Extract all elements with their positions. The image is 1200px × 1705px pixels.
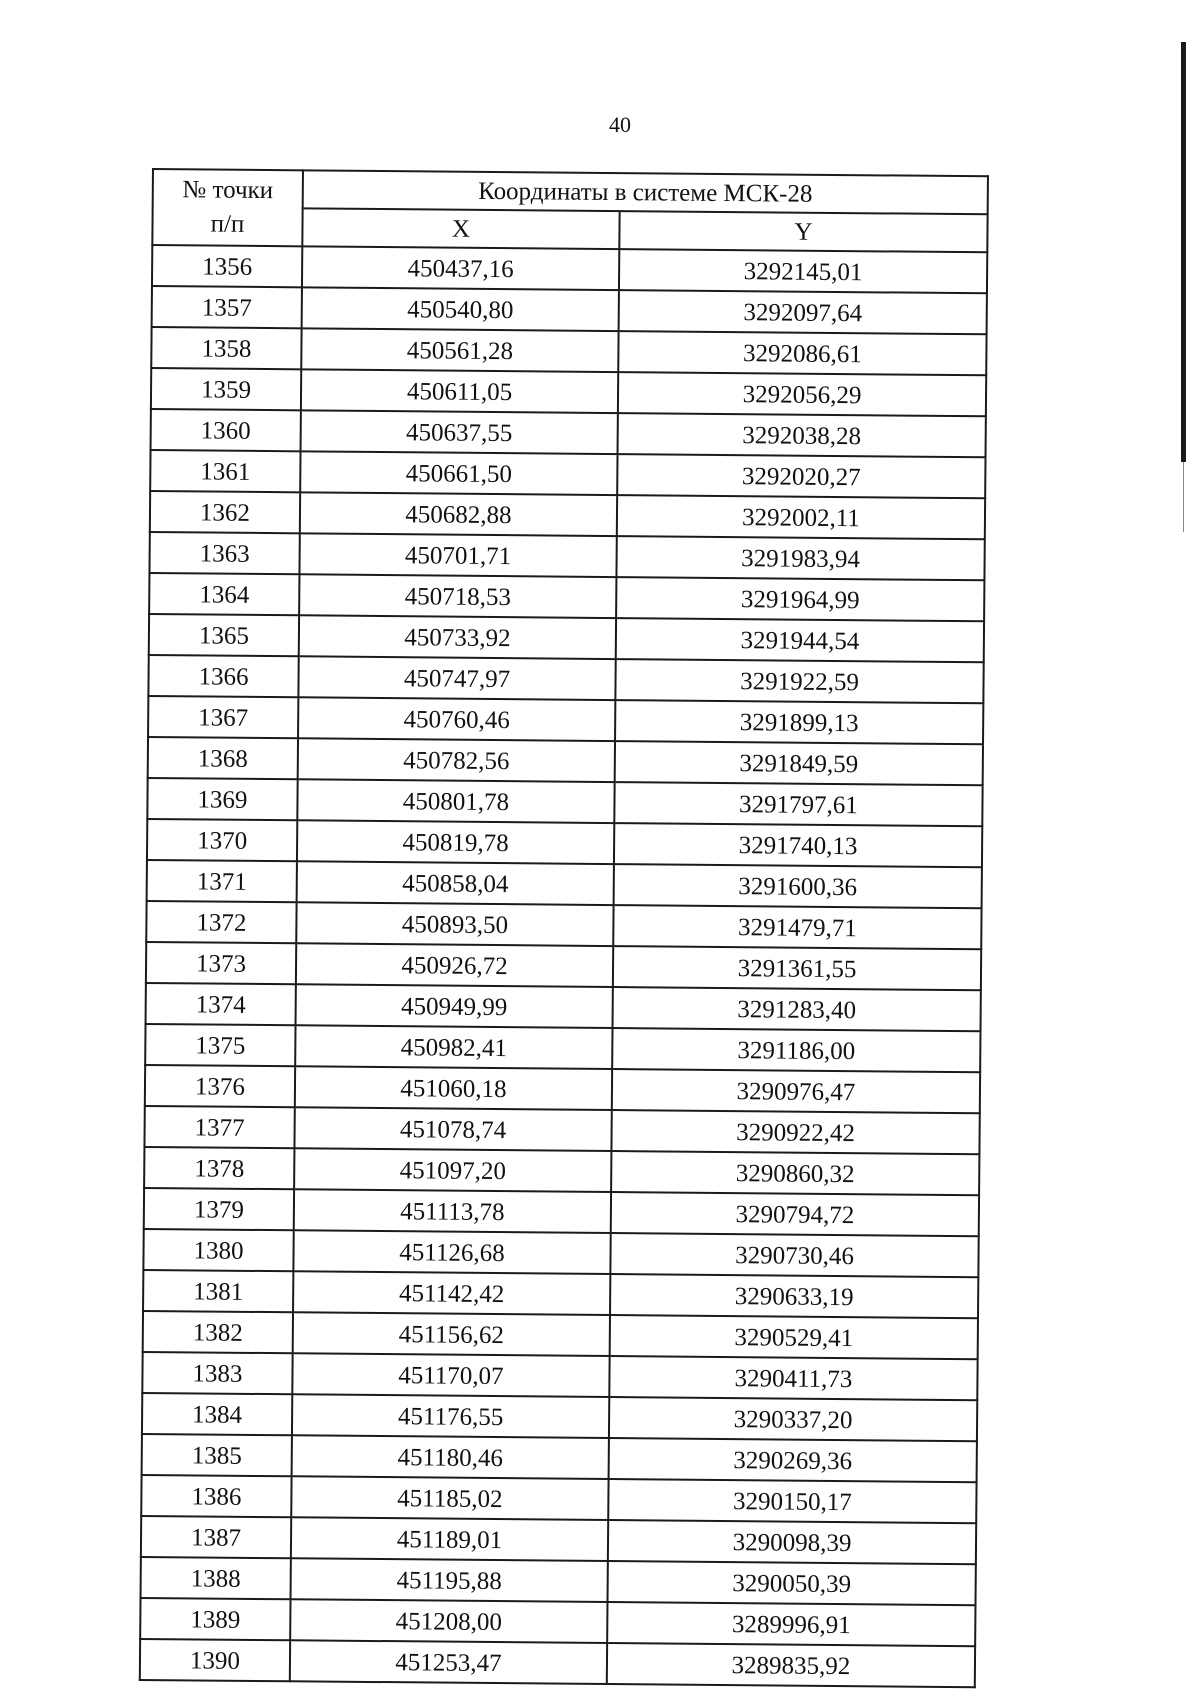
y-coordinate-cell: 3292038,28 <box>618 413 986 457</box>
point-number-cell: 1375 <box>145 1024 295 1066</box>
x-coordinate-cell: 450747,97 <box>298 656 615 700</box>
y-coordinate-cell: 3290730,46 <box>610 1233 978 1277</box>
y-coordinate-cell: 3290633,19 <box>610 1274 978 1318</box>
y-coordinate-cell: 3290976,47 <box>612 1069 980 1113</box>
table-row <box>147 778 982 826</box>
y-coordinate-cell: 3292145,01 <box>619 249 987 293</box>
table-row <box>141 1475 976 1523</box>
point-number-cell: 1369 <box>147 778 297 820</box>
scan-edge-mark <box>1181 42 1186 462</box>
y-coordinate-cell: 3292086,61 <box>618 331 986 375</box>
y-coordinate-cell: 3291479,71 <box>613 905 981 949</box>
table-row <box>143 1311 978 1359</box>
x-coordinate-cell: 450561,28 <box>301 328 618 372</box>
y-coordinate-cell: 3292097,64 <box>619 290 987 334</box>
table-row <box>143 1270 978 1318</box>
y-coordinate-cell: 3290411,73 <box>609 1356 977 1400</box>
table-row <box>149 614 984 662</box>
point-number-cell: 1377 <box>144 1106 294 1148</box>
y-coordinate-cell: 3291361,55 <box>613 946 981 990</box>
point-number-header <box>152 169 303 246</box>
table-row <box>149 532 984 580</box>
table-row <box>146 983 981 1031</box>
table-row <box>140 1598 975 1646</box>
point-number-cell: 1374 <box>146 983 296 1025</box>
y-coordinate-cell: 3290269,36 <box>609 1438 977 1482</box>
x-coordinate-cell: 450661,50 <box>300 451 617 495</box>
x-coordinate-cell: 450611,05 <box>301 369 618 413</box>
table-row <box>144 1106 979 1154</box>
y-coordinate-cell: 3289835,92 <box>607 1643 975 1687</box>
point-number-cell: 1387 <box>141 1516 291 1558</box>
point-number-cell: 1356 <box>152 245 302 287</box>
x-coordinate-cell: 450801,78 <box>297 779 614 823</box>
point-number-cell: 1367 <box>148 696 298 738</box>
point-number-cell: 1372 <box>146 901 296 943</box>
y-coordinate-cell: 3291797,61 <box>614 782 982 826</box>
table-row <box>149 573 984 621</box>
page-number: 40 <box>609 112 631 137</box>
point-number-header-line2: п/п <box>210 210 245 238</box>
point-number-cell: 1366 <box>148 655 298 697</box>
table-row <box>150 491 985 539</box>
x-coordinate-cell: 450858,04 <box>297 861 614 905</box>
point-number-header-line1: № точки <box>182 176 274 205</box>
x-coordinate-cell: 451253,47 <box>290 1640 607 1684</box>
y-coordinate-cell: 3292002,11 <box>617 495 985 539</box>
y-coordinate-cell: 3291740,13 <box>614 823 982 867</box>
table-row <box>147 860 982 908</box>
point-number-cell: 1371 <box>147 860 297 902</box>
point-number-cell: 1363 <box>149 532 299 574</box>
y-column-header: Y <box>619 211 987 252</box>
point-number-cell: 1359 <box>151 368 301 410</box>
y-coordinate-cell: 3289996,91 <box>607 1602 975 1646</box>
table-row <box>151 409 986 457</box>
table-row <box>145 1024 980 1072</box>
x-coordinate-cell: 450982,41 <box>295 1025 612 1069</box>
x-column-header: X <box>302 208 619 249</box>
point-number-cell: 1378 <box>144 1147 294 1189</box>
point-number-cell: 1383 <box>142 1352 292 1394</box>
y-coordinate-cell: 3291283,40 <box>613 987 981 1031</box>
y-coordinate-cell: 3290922,42 <box>611 1110 979 1154</box>
point-number-cell: 1360 <box>151 409 301 451</box>
point-number-cell: 1390 <box>140 1639 290 1681</box>
x-coordinate-cell: 451176,55 <box>292 1394 609 1438</box>
table-row <box>145 1065 980 1113</box>
table-row <box>142 1393 977 1441</box>
x-coordinate-cell: 450926,72 <box>296 943 613 987</box>
point-number-cell: 1381 <box>143 1270 293 1312</box>
table-row <box>146 901 981 949</box>
y-coordinate-cell: 3291964,99 <box>616 577 984 621</box>
table-row <box>148 696 983 744</box>
x-coordinate-cell: 450718,53 <box>299 574 616 618</box>
point-number-cell: 1358 <box>151 327 301 369</box>
y-coordinate-cell: 3290529,41 <box>610 1315 978 1359</box>
scan-edge-mark-faint <box>1183 462 1184 532</box>
y-coordinate-cell: 3292020,27 <box>617 454 985 498</box>
point-number-cell: 1364 <box>149 573 299 615</box>
x-coordinate-cell: 451170,07 <box>292 1353 609 1397</box>
y-coordinate-cell: 3290098,39 <box>608 1520 976 1564</box>
x-coordinate-cell: 451060,18 <box>295 1066 612 1110</box>
point-number-cell: 1362 <box>150 491 300 533</box>
x-coordinate-cell: 451208,00 <box>290 1599 607 1643</box>
x-coordinate-cell: 451113,78 <box>294 1189 611 1233</box>
y-coordinate-cell: 3290150,17 <box>608 1479 976 1523</box>
point-number-cell: 1357 <box>152 286 302 328</box>
point-number-cell: 1380 <box>143 1229 293 1271</box>
table-row <box>152 245 987 293</box>
y-coordinate-cell: 3291944,54 <box>616 618 984 662</box>
table-row <box>142 1434 977 1482</box>
x-coordinate-cell: 450782,56 <box>298 738 615 782</box>
table-row <box>142 1352 977 1400</box>
x-coordinate-cell: 450819,78 <box>297 820 614 864</box>
table-row <box>144 1188 979 1236</box>
table-row <box>146 942 981 990</box>
y-coordinate-cell: 3290860,32 <box>611 1151 979 1195</box>
table-row <box>152 286 987 334</box>
table-row <box>141 1516 976 1564</box>
x-coordinate-cell: 451180,46 <box>292 1435 609 1479</box>
point-number-cell: 1384 <box>142 1393 292 1435</box>
header-row-1 <box>153 169 988 214</box>
y-coordinate-cell: 3290050,39 <box>608 1561 976 1605</box>
table-body <box>140 245 987 1687</box>
table-header <box>152 169 988 252</box>
x-coordinate-cell: 450540,80 <box>302 287 619 331</box>
point-number-cell: 1365 <box>149 614 299 656</box>
point-number-cell: 1361 <box>150 450 300 492</box>
x-coordinate-cell: 450949,99 <box>296 984 613 1028</box>
x-coordinate-cell: 450437,16 <box>302 246 619 290</box>
y-coordinate-cell: 3291849,59 <box>615 741 983 785</box>
y-coordinate-cell: 3290337,20 <box>609 1397 977 1441</box>
point-number-cell: 1373 <box>146 942 296 984</box>
x-coordinate-cell: 451156,62 <box>293 1312 610 1356</box>
point-number-cell: 1386 <box>141 1475 291 1517</box>
x-coordinate-cell: 450760,46 <box>298 697 615 741</box>
x-coordinate-cell: 450682,88 <box>300 492 617 536</box>
table-row <box>148 655 983 703</box>
x-coordinate-cell: 450893,50 <box>296 902 613 946</box>
table-row <box>140 1639 975 1687</box>
x-coordinate-cell: 450701,71 <box>299 533 616 577</box>
y-coordinate-cell: 3291186,00 <box>612 1028 980 1072</box>
table-row <box>144 1147 979 1195</box>
coordinates-table <box>139 168 989 1688</box>
y-coordinate-cell: 3291600,36 <box>614 864 982 908</box>
x-coordinate-cell: 451126,68 <box>293 1230 610 1274</box>
x-coordinate-cell: 451097,20 <box>294 1148 611 1192</box>
y-coordinate-cell: 3291899,13 <box>615 700 983 744</box>
x-coordinate-cell: 450637,55 <box>301 410 618 454</box>
x-coordinate-cell: 451195,88 <box>291 1558 608 1602</box>
coordinates-group-header: Координаты в системе МСК-28 <box>303 170 988 214</box>
y-coordinate-cell: 3291922,59 <box>615 659 983 703</box>
point-number-cell: 1388 <box>141 1557 291 1599</box>
table-row <box>150 450 985 498</box>
point-number-cell: 1389 <box>140 1598 290 1640</box>
y-coordinate-cell: 3291983,94 <box>616 536 984 580</box>
table-row <box>147 819 982 867</box>
x-coordinate-cell: 450733,92 <box>299 615 616 659</box>
table-row <box>151 368 986 416</box>
table-row <box>148 737 983 785</box>
y-coordinate-cell: 3292056,29 <box>618 372 986 416</box>
table-row <box>151 327 986 375</box>
x-coordinate-cell: 451185,02 <box>291 1476 608 1520</box>
x-coordinate-cell: 451142,42 <box>293 1271 610 1315</box>
x-coordinate-cell: 451189,01 <box>291 1517 608 1561</box>
x-coordinate-cell: 451078,74 <box>294 1107 611 1151</box>
table-row <box>141 1557 976 1605</box>
point-number-cell: 1376 <box>145 1065 295 1107</box>
point-number-cell: 1368 <box>148 737 298 779</box>
point-number-cell: 1379 <box>144 1188 294 1230</box>
point-number-cell: 1382 <box>143 1311 293 1353</box>
point-number-cell: 1385 <box>142 1434 292 1476</box>
y-coordinate-cell: 3290794,72 <box>611 1192 979 1236</box>
point-number-cell: 1370 <box>147 819 297 861</box>
table-row <box>143 1229 978 1277</box>
